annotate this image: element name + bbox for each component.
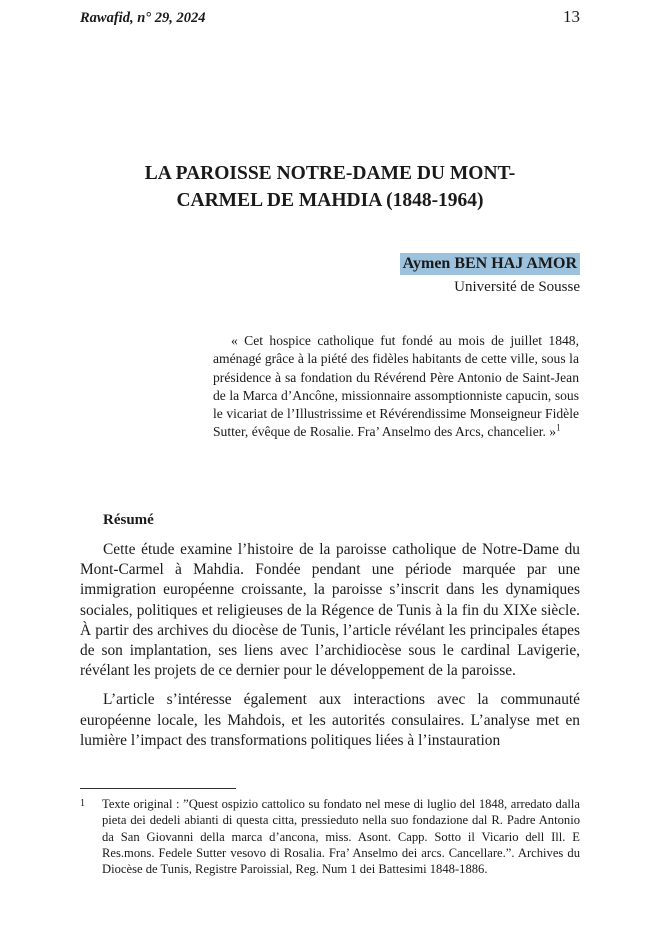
footnote-reference[interactable]: 1 xyxy=(556,422,561,433)
author-affiliation: Université de Sousse xyxy=(454,279,580,295)
title-line-1: LA PAROISSE NOTRE-DAME DU MONT- xyxy=(144,163,516,184)
author-name: Aymen BEN HAJ AMOR xyxy=(400,253,580,275)
epigraph-quote xyxy=(213,332,579,442)
epigraph-text: « Cet hospice catholique fut fondé au mois de juillet 1848, aménagé grâce à la piété des fidèles habitants de cette ville, sous la présidence à sa fondation du Révérend Père Antonio de Saint-Jean de la Marca d’Ancône, missionnaire assomptionniste capucin, sous le vicariat de l’Illustrissime et Révérendissime Monseigneur Fidèle Sutter, évêque de Rosalie. Fra’ Anselmo des Arcs, chancelier. » xyxy=(213,333,579,440)
footnote-number: 1 xyxy=(80,798,85,809)
abstract-heading: Résumé xyxy=(103,512,154,528)
abstract-paragraph-2: L’article s’intéresse également aux interactions avec la communauté européenne locale, les Mahdois, et les autorités consulaires. L’analyse met en lumière l’impact des transformations politiques liées à l’instauration xyxy=(80,691,580,749)
running-head: Rawafid, n° 29, 2024 xyxy=(80,10,206,26)
abstract-body xyxy=(80,540,580,760)
author-block xyxy=(400,253,580,297)
abstract-paragraph-1: Cette étude examine l’histoire de la paroisse catholique de Notre-Dame du Mont-Carmel à Mahdia. Fondée pendant une période marquée par une immigration européenne croissante, la paroisse s’inscrit dans les dynamiques sociales, politiques et religieuses de la Régence de Tunis à la fin du XIXe siècle. À partir des archives du diocèse de Tunis, l’article révélant les principales étapes de son implantation, ses liens avec l’archidiocèse sous le cardinal Lavigerie, révélant les projets de ce dernier pour le développement de la paroisse. xyxy=(80,541,580,680)
page-number: 13 xyxy=(563,7,580,26)
title-line-2: CARMEL DE MAHDIA (1848-1964) xyxy=(176,190,484,211)
footnote-1 xyxy=(80,796,580,877)
article-title xyxy=(80,160,580,214)
footnote-text: Texte original : ”Quest ospizio cattolico su fondato nel mese di luglio del 1848, arredato dalla pieta dei dedeli abianti di questa citta, pressieduto nella suo fondazione dal R. Padre Antonio da San Giovanni della marca d’ancona, miss. Asont. Capp. Sotto il Vicario dell Ill. E Res.mons. Fedele Sutter vesovo di Rosalia. Fra’ Anselmo dei arcs. Cancellare.”. Archives du Diocèse de Tunis, Registre Paroissial, Reg. Num 1 dei Battesimi 1848-1886. xyxy=(102,797,580,877)
footnote-separator xyxy=(80,788,236,789)
